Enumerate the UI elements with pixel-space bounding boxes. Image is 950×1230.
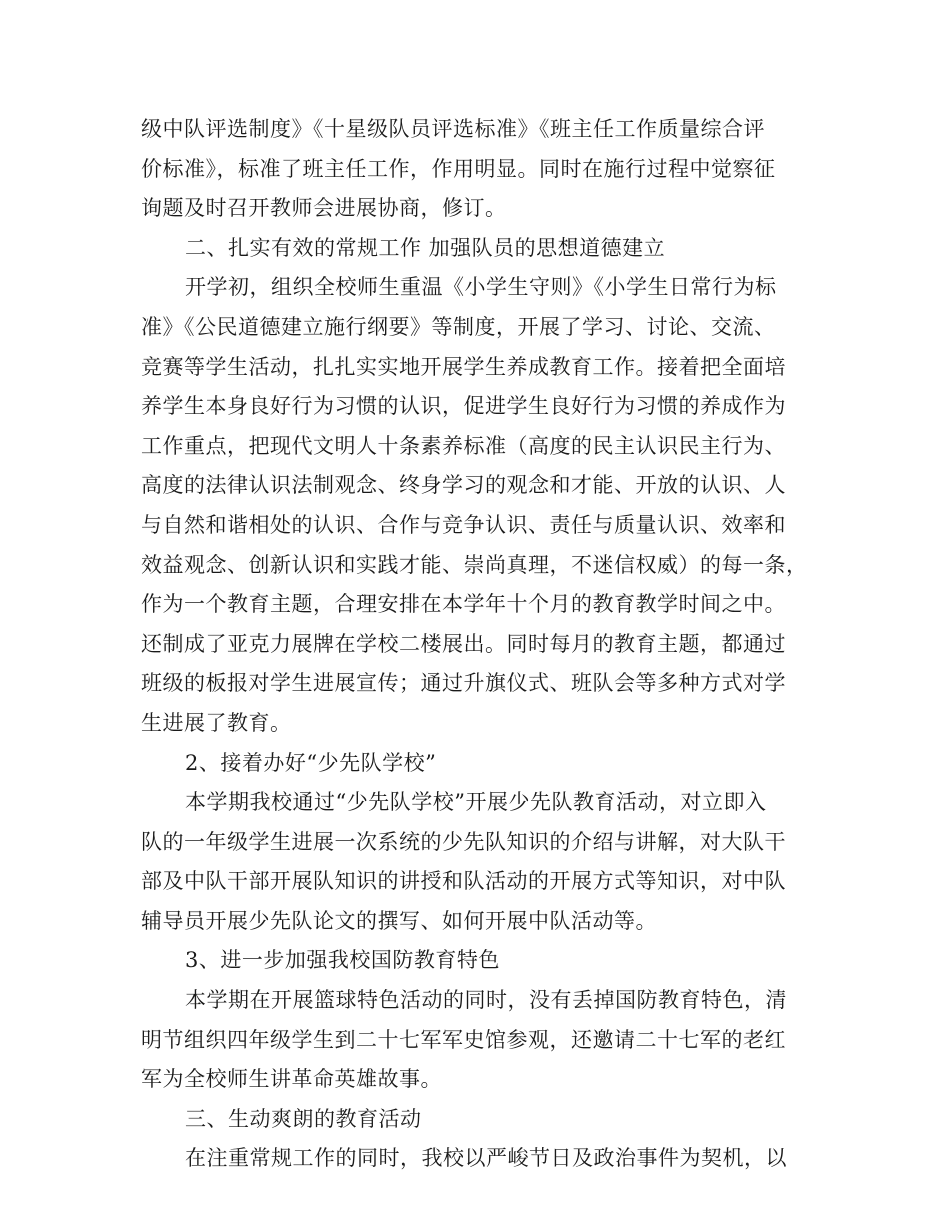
text-line: 准》《公民道德建立施行纲要》等制度，开展了学习、讨论、交流、	[141, 314, 776, 339]
text-line: 部及中队干部开展队知识的讲授和队活动的开展方式等知识，对中队	[141, 869, 786, 894]
text-line: 生进展了教育。	[141, 710, 292, 735]
text-line: 军为全校师生讲革命英雄故事。	[141, 1067, 442, 1092]
text-line: 作为一个教育主题，合理安排在本学年十个月的教育教学时间之中。	[141, 592, 786, 617]
text-line: 开学初，组织全校师生重温《小学生守则》《小学生日常行为标	[185, 275, 777, 300]
text-line: 本学期我校通过“少先队学校”开展少先队教育活动，对立即入	[185, 790, 767, 815]
text-line: 二、扎实有效的常规工作 加强队员的思想道德建立	[185, 235, 666, 260]
text-line: 价标准》，标准了班主任工作，作用明显。同时在施行过程中觉察征	[141, 156, 776, 181]
text-line: 班级的板报对学生进展宣传；通过升旗仪式、班队会等多种方式对学	[141, 671, 786, 696]
text-line: 工作重点，把现代文明人十条素养标准（高度的民主认识民主行为、	[141, 433, 786, 458]
text-line: 辅导员开展少先队论文的撰写、如何开展中队活动等。	[141, 908, 657, 933]
text-line: 2、接着办好“少先队学校”	[185, 750, 437, 775]
text-line: 明节组织四年级学生到二十七军军史馆参观，还邀请二十七军的老红	[141, 1027, 786, 1052]
text-line: 竞赛等学生活动，扎扎实实地开展学生养成教育工作。接着把全面培	[141, 354, 786, 379]
text-line: 三、生动爽朗的教育活动	[185, 1106, 422, 1131]
text-line: 级中队评选制度》《十星级队员评选标准》《班主任工作质量综合评	[141, 117, 765, 141]
document-body	[141, 110, 821, 1179]
text-line: 还制成了亚克力展牌在学校二楼展出。同时每月的教育主题，都通过	[141, 631, 786, 656]
text-line: 本学期在开展篮球特色活动的同时，没有丢掉国防教育特色，清	[185, 988, 787, 1013]
text-line: 3、进一步加强我校国防教育特色	[185, 948, 500, 973]
text-line: 效益观念、创新认识和实践才能、崇尚真理，不迷信权威）的每一条，	[141, 552, 808, 577]
text-line: 在注重常规工作的同时，我校以严峻节日及政治事件为契机，以	[185, 1146, 787, 1171]
text-line: 高度的法律认识法制观念、终身学习的观念和才能、开放的认识、人	[141, 473, 786, 498]
text-line: 队的一年级学生进展一次系统的少先队知识的介绍与讲解，对大队干	[141, 829, 786, 854]
text-line: 与自然和谐相处的认识、合作与竞争认识、责任与质量认识、效率和	[141, 512, 786, 537]
text-line: 养学生本身良好行为习惯的认识，促进学生良好行为习惯的养成作为	[141, 394, 786, 419]
text-line: 询题及时召开教师会进展协商，修订。	[141, 196, 507, 221]
